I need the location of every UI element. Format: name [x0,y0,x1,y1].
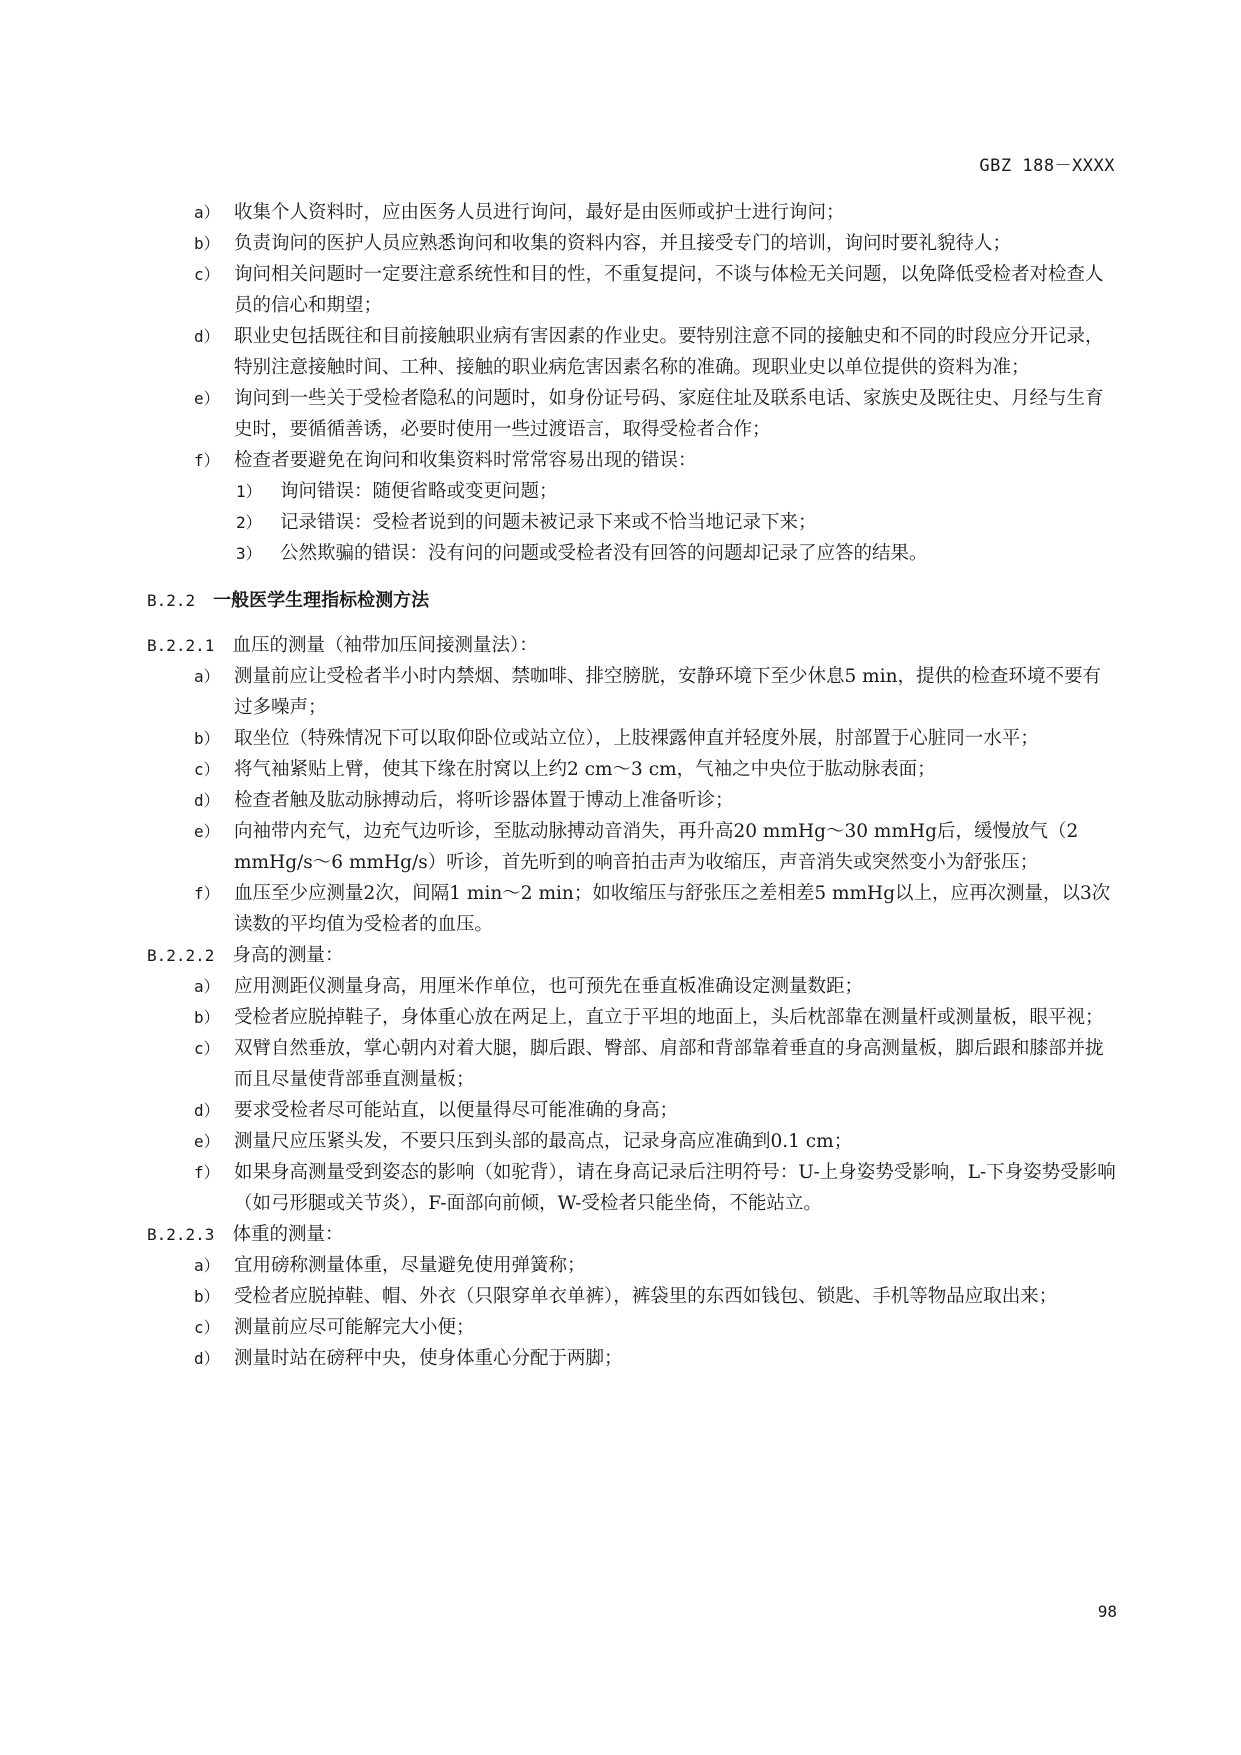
list-text: 双臂自然垂放，掌心朝内对着大腿，脚后跟、臀部、肩部和背部靠着垂直的身高测量板，脚后跟和膝部并拢而且尽量使背部垂直测量板； [234,1038,1104,1090]
list-marker: c） [194,1318,220,1337]
page-number: 98 [1097,1602,1117,1621]
subsection-title: 身高的测量： [232,945,344,966]
list-item [0,785,1241,816]
list-item [0,723,1241,754]
sub-list-marker: 3） [236,544,262,563]
list-text: 测量尺应压紧头发，不要只压到头部的最高点，记录身高应准确到0.1 cm； [234,1131,853,1152]
sub-list-item [0,538,1241,569]
list-item [0,259,1241,321]
list-text: 检查者要避免在询问和收集资料时常常容易出现的错误： [234,450,697,471]
list-marker: b） [194,1287,220,1306]
subsection-number: B.2.2.3 [147,1225,215,1244]
list-text: 询问到一些关于受检者隐私的问题时，如身份证号码、家庭住址及联系电话、家族史及既往史、月经与生育史时，要循循善诱，必要时使用一些过渡语言，取得受检者合作； [234,388,1104,440]
list-item [0,1002,1241,1033]
section-number: B.2.2 [147,591,196,610]
sub-list-text: 记录错误：受检者说到的问题未被记录下来或不恰当地记录下来； [280,512,817,533]
list-marker: c） [194,1039,220,1058]
list-item [0,321,1241,383]
list-item [0,197,1241,228]
sub-list-marker: 2） [236,513,262,532]
list-item [0,228,1241,259]
list-marker: d） [194,1349,220,1368]
list-marker: e） [194,1132,220,1151]
subsection-heading [0,630,1241,661]
list-marker: a） [194,667,220,686]
list-text: 将气袖紧贴上臂，使其下缘在肘窝以上约2 cm～3 cm，气袖之中央位于肱动脉表面； [234,759,936,780]
subsection-title: 体重的测量： [232,1224,344,1245]
list-item [0,754,1241,785]
list-item [0,1343,1241,1374]
list-item [0,878,1241,940]
list-marker: b） [194,729,220,748]
list-marker: a） [194,203,220,222]
list-marker: d） [194,791,220,810]
list-marker: d） [194,1101,220,1120]
list-marker: f） [194,1163,220,1182]
list-text: 要求受检者尽可能站直，以便量得尽可能准确的身高； [234,1100,679,1121]
list-marker: c） [194,760,220,779]
list-marker: b） [194,1008,220,1027]
list-item [0,445,1241,476]
list-text: 测量前应让受检者半小时内禁烟、禁咖啡、排空膀胱，安静环境下至少休息5 min，提供的检查环境不要有过多噪声； [234,666,1102,718]
sub-list-text: 询问错误：随便省略或变更问题； [280,481,558,502]
list-marker: e） [194,822,220,841]
list-text: 如果身高测量受到姿态的影响（如驼背），请在身高记录后注明符号：U-上身姿势受影响，L-下身姿势受影响（如弓形腿或关节炎），F-面部向前倾，W-受检者只能坐倚，不能站立。 [234,1162,1116,1214]
list-marker: f） [194,451,220,470]
list-text: 血压至少应测量2次，间隔1 min～2 min；如收缩压与舒张压之差相差5 mmHg以上，应再次测量，以3次读数的平均值为受检者的血压。 [234,883,1111,935]
list-item [0,816,1241,878]
subsection-title: 血压的测量（袖带加压间接测量法）： [232,635,538,656]
list-text: 负责询问的医护人员应熟悉询问和收集的资料内容，并且接受专门的培训，询问时要礼貌待人； [234,233,1012,254]
sub-list-text: 公然欺骗的错误：没有问的问题或受检者没有回答的问题却记录了应答的结果。 [280,543,928,564]
list-text: 检查者触及肱动脉搏动后，将听诊器体置于博动上准备听诊； [234,790,734,811]
document-code: GBZ 188－XXXX [979,156,1115,176]
list-item [0,1312,1241,1343]
list-item [0,1281,1241,1312]
section-title: 一般医学生理指标检测方法 [213,590,430,611]
list-text: 受检者应脱掉鞋子，身体重心放在两足上，直立于平坦的地面上，头后枕部靠在测量杆或测量板，眼平视； [234,1007,1104,1028]
subsection-heading [0,1219,1241,1250]
list-item [0,661,1241,723]
list-text: 取坐位（特殊情况下可以取仰卧位或站立位），上肢裸露伸直并轻度外展，肘部置于心脏同一水平； [234,728,1039,749]
list-text: 应用测距仪测量身高，用厘米作单位，也可预先在垂直板准确设定测量数距； [234,976,864,997]
list-text: 测量前应尽可能解完大小便； [234,1317,475,1338]
sub-list-item [0,476,1241,507]
document-body [0,197,1241,1374]
list-item [0,971,1241,1002]
list-marker: a） [194,1256,220,1275]
list-text: 测量时站在磅秤中央，使身体重心分配于两脚； [234,1348,623,1369]
list-item [0,383,1241,445]
list-marker: d） [194,327,220,346]
list-text: 职业史包括既往和目前接触职业病有害因素的作业史。要特别注意不同的接触史和不同的时段应分开记录，特别注意接触时间、工种、接触的职业病危害因素名称的准确。现职业史以单位提供的资料为准； [234,326,1104,378]
list-marker: c） [194,265,220,284]
list-text: 受检者应脱掉鞋、帽、外衣（只限穿单衣单裤），裤袋里的东西如钱包、锁匙、手机等物品应取出来； [234,1286,1058,1307]
list-text: 询问相关问题时一定要注意系统性和目的性，不重复提问，不谈与体检无关问题，以免降低受检者对检查人员的信心和期望； [234,264,1104,316]
sub-list-marker: 1） [236,482,262,501]
list-text: 宜用磅称测量体重，尽量避免使用弹簧称； [234,1255,586,1276]
list-marker: a） [194,977,220,996]
list-item [0,1033,1241,1095]
subsection-number: B.2.2.1 [147,636,215,655]
subsection-number: B.2.2.2 [147,946,215,965]
list-item [0,1126,1241,1157]
subsection-heading [0,940,1241,971]
list-marker: b） [194,234,220,253]
section-heading [0,585,1241,616]
sub-list-item [0,507,1241,538]
list-item [0,1250,1241,1281]
list-marker: f） [194,884,220,903]
list-text: 向袖带内充气，边充气边听诊，至肱动脉搏动音消失，再升高20 mmHg～30 mmHg后，缓慢放气（2 mmHg/s～6 mmHg/s）听诊，首先听到的响音拍击声为收缩压，声音消失或突然变小为舒张压； [234,821,1079,873]
list-marker: e） [194,389,220,408]
list-text: 收集个人资料时，应由医务人员进行询问，最好是由医师或护士进行询问； [234,202,845,223]
list-item [0,1157,1241,1219]
list-item [0,1095,1241,1126]
